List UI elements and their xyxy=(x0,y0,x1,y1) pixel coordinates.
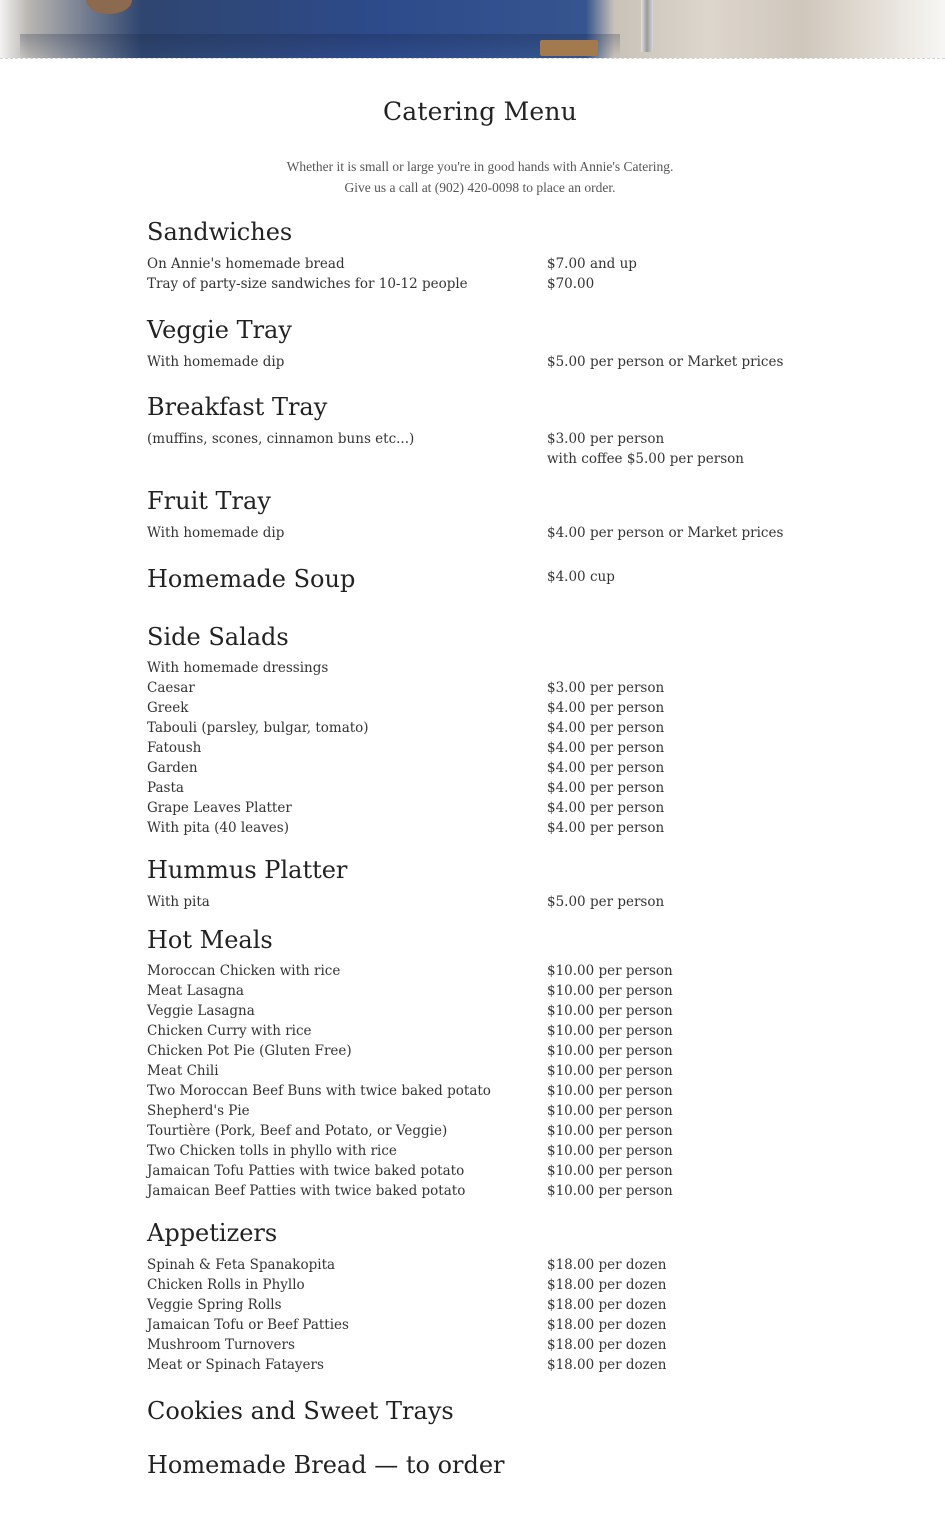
menu-price: $5.00 per person or Market prices xyxy=(547,354,784,370)
menu-item: With homemade dip xyxy=(147,525,285,541)
menu-item: With homemade dressings xyxy=(147,660,329,676)
section-title-appetizers: Appetizers xyxy=(147,1219,278,1247)
section-title-homemade-soup: Homemade Soup xyxy=(147,565,356,593)
section-title-hot-meals: Hot Meals xyxy=(147,926,273,954)
menu-price: $3.00 per person xyxy=(547,431,665,447)
menu-price: $4.00 per person or Market prices xyxy=(547,525,784,541)
menu-item: Tourtière (Pork, Beef and Potato, or Veggie) xyxy=(147,1123,448,1139)
menu-row xyxy=(147,1355,847,1375)
menu-item: Meat or Spinach Fatayers xyxy=(147,1357,324,1373)
menu-row xyxy=(147,523,847,543)
section-title-side-salads: Side Salads xyxy=(147,623,289,651)
menu-item: Tabouli (parsley, bulgar, tomato) xyxy=(147,720,369,736)
menu-item: Jamaican Beef Patties with twice baked potato xyxy=(147,1183,466,1199)
header-banner-image xyxy=(0,0,945,58)
menu-price: $18.00 per dozen xyxy=(547,1257,667,1273)
menu-price: $4.00 per person xyxy=(547,700,665,716)
menu-item: Veggie Lasagna xyxy=(147,1003,255,1019)
menu-item: Grape Leaves Platter xyxy=(147,800,292,816)
menu-price: $10.00 per person xyxy=(547,1023,673,1039)
menu-price: $5.00 per person xyxy=(547,894,665,910)
menu-price: $10.00 per person xyxy=(547,1083,673,1099)
menu-price: $4.00 per person xyxy=(547,820,665,836)
menu-row xyxy=(147,778,847,798)
menu-item: Meat Lasagna xyxy=(147,983,244,999)
menu-price: $18.00 per dozen xyxy=(547,1297,667,1313)
menu-row xyxy=(147,1101,847,1121)
menu-row xyxy=(147,1141,847,1161)
menu-item: Two Chicken tolls in phyllo with rice xyxy=(147,1143,397,1159)
chair-leg xyxy=(641,0,653,52)
menu-row xyxy=(147,658,847,678)
menu-price: $4.00 per person xyxy=(547,740,665,756)
menu-row xyxy=(147,1001,847,1021)
menu-price: $10.00 per person xyxy=(547,1103,673,1119)
menu-price: $4.00 cup xyxy=(547,569,615,585)
page-title: Catering Menu xyxy=(382,97,578,126)
menu-row xyxy=(147,274,847,294)
section-title-homemade-bread: Homemade Bread — to order xyxy=(147,1451,505,1479)
menu-price: $3.00 per person xyxy=(547,680,665,696)
menu-item: Mushroom Turnovers xyxy=(147,1337,295,1353)
menu-price: $18.00 per dozen xyxy=(547,1337,667,1353)
menu-price: $18.00 per dozen xyxy=(547,1317,667,1333)
menu-row xyxy=(147,1081,847,1101)
menu-item: On Annie's homemade bread xyxy=(147,256,345,272)
menu-row xyxy=(147,1315,847,1335)
menu-price: $10.00 per person xyxy=(547,1143,673,1159)
section-title-breakfast-tray: Breakfast Tray xyxy=(147,393,328,421)
menu-item: With pita (40 leaves) xyxy=(147,820,289,836)
menu-row xyxy=(147,1295,847,1315)
menu-price: $10.00 per person xyxy=(547,983,673,999)
menu-item: Shepherd's Pie xyxy=(147,1103,250,1119)
menu-row xyxy=(147,352,847,372)
menu-item: (muffins, scones, cinnamon buns etc...) xyxy=(147,431,415,447)
intro-line-1: Whether it is small or large you're in good hands with Annie's Catering. xyxy=(286,159,674,174)
menu-price: $4.00 per person xyxy=(547,780,665,796)
menu-row xyxy=(147,961,847,981)
menu-row xyxy=(147,981,847,1001)
menu-price: $4.00 per person xyxy=(547,760,665,776)
menu-item: Spinah & Feta Spanakopita xyxy=(147,1257,336,1273)
menu-row xyxy=(147,1041,847,1061)
menu-price: $7.00 and up xyxy=(547,256,637,272)
menu-row xyxy=(147,892,847,912)
menu-item: Caesar xyxy=(147,680,195,696)
menu-row xyxy=(147,1021,847,1041)
menu-price: $10.00 per person xyxy=(547,1183,673,1199)
menu-row xyxy=(147,1335,847,1355)
menu-price: $10.00 per person xyxy=(547,963,673,979)
menu-row xyxy=(147,758,847,778)
menu-item: Veggie Spring Rolls xyxy=(147,1297,282,1313)
menu-row xyxy=(147,1121,847,1141)
menu-price: $4.00 per person xyxy=(547,800,665,816)
menu-row xyxy=(147,1275,847,1295)
menu-item: Chicken Pot Pie (Gluten Free) xyxy=(147,1043,352,1059)
menu-item: Chicken Curry with rice xyxy=(147,1023,312,1039)
menu-price: with coffee $5.00 per person xyxy=(547,451,744,467)
menu-price: $4.00 per person xyxy=(547,720,665,736)
menu-item: Tray of party-size sandwiches for 10-12 people xyxy=(147,276,468,292)
menu-item: With pita xyxy=(147,894,210,910)
intro-line-2: Give us a call at (902) 420-0098 to place an order. xyxy=(344,180,616,195)
section-title-cookies-sweet-trays: Cookies and Sweet Trays xyxy=(147,1397,454,1425)
divider xyxy=(0,58,945,59)
menu-item: Fatoush xyxy=(147,740,202,756)
menu-price: $10.00 per person xyxy=(547,1063,673,1079)
menu-price: $18.00 per dozen xyxy=(547,1277,667,1293)
menu-item: Meat Chili xyxy=(147,1063,219,1079)
menu-row xyxy=(147,718,847,738)
menu-row xyxy=(147,818,847,838)
menu-row xyxy=(147,798,847,818)
section-title-sandwiches: Sandwiches xyxy=(147,218,293,246)
menu-item: Jamaican Tofu Patties with twice baked potato xyxy=(147,1163,465,1179)
menu-row xyxy=(147,449,847,469)
menu-row xyxy=(147,567,847,587)
section-title-fruit-tray: Fruit Tray xyxy=(147,487,271,515)
menu-row xyxy=(147,254,847,274)
menu-item: Moroccan Chicken with rice xyxy=(147,963,341,979)
bench-shadow xyxy=(20,34,620,58)
menu-item: Greek xyxy=(147,700,189,716)
menu-row xyxy=(147,1061,847,1081)
menu-price: $70.00 xyxy=(547,276,595,292)
decor-object xyxy=(86,0,132,14)
menu-item: Chicken Rolls in Phyllo xyxy=(147,1277,305,1293)
menu-price: $10.00 per person xyxy=(547,1123,673,1139)
intro-text xyxy=(0,156,945,198)
menu-price: $10.00 per person xyxy=(547,1163,673,1179)
menu-row xyxy=(147,698,847,718)
section-title-hummus-platter: Hummus Platter xyxy=(147,856,348,884)
basket xyxy=(540,40,598,56)
menu-price: $10.00 per person xyxy=(547,1043,673,1059)
menu-price: $18.00 per dozen xyxy=(547,1357,667,1373)
menu-item: Two Moroccan Beef Buns with twice baked potato xyxy=(147,1083,491,1099)
menu-row xyxy=(147,429,847,449)
menu-row xyxy=(147,1255,847,1275)
menu-row xyxy=(147,678,847,698)
section-title-veggie-tray: Veggie Tray xyxy=(147,316,292,344)
menu-row xyxy=(147,1181,847,1201)
menu-price: $10.00 per person xyxy=(547,1003,673,1019)
menu-item: Pasta xyxy=(147,780,184,796)
menu-row xyxy=(147,738,847,758)
menu-item: With homemade dip xyxy=(147,354,285,370)
menu-item: Garden xyxy=(147,760,198,776)
menu-item: Jamaican Tofu or Beef Patties xyxy=(147,1317,349,1333)
menu-row xyxy=(147,1161,847,1181)
